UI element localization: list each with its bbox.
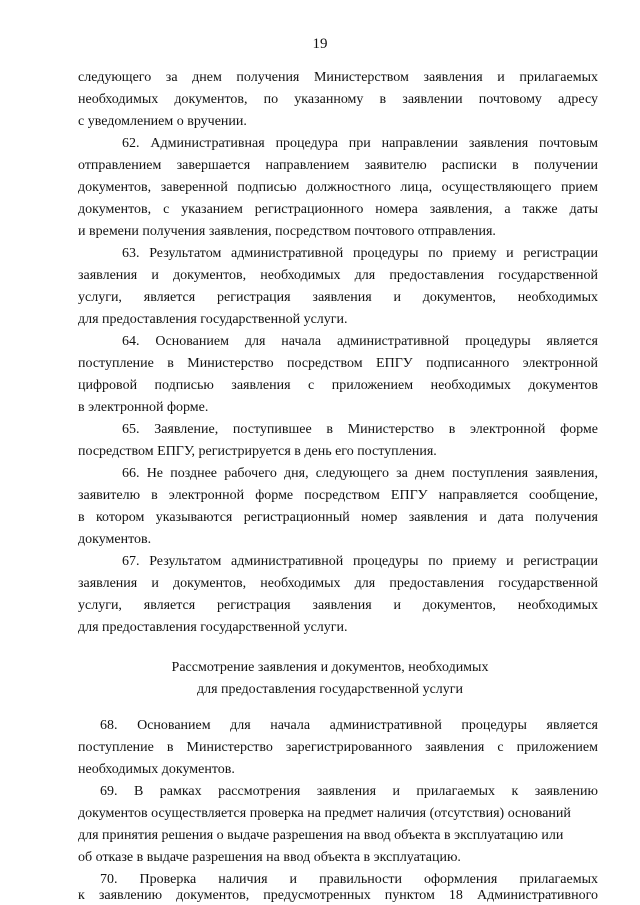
text-line: поступление в Министерство зарегистрированного заявления с приложением	[78, 740, 598, 755]
text-line: об отказе в выдаче разрешения на ввод объекта в эксплуатацию.	[78, 850, 461, 865]
text-line: в котором указываются регистрационный номер заявления и дата получения	[78, 510, 598, 525]
text-line: с уведомлением о вручении.	[78, 114, 247, 129]
text-line: цифровой подписью заявления с приложением необходимых документов	[78, 378, 598, 393]
text-line: отправлением завершается направлением заявителю расписки в получении	[78, 158, 598, 173]
section-heading: Рассмотрение заявления и документов, необходимых	[171, 660, 489, 675]
text-line: для принятия решения о выдаче разрешения на ввод объекта в эксплуатацию или	[78, 828, 564, 843]
text-line: документов, с указанием регистрационного номера заявления, а также даты	[78, 202, 598, 217]
text-line: 63. Результатом административной процедуры по приему и регистрации	[122, 246, 598, 261]
text-line: 65. Заявление, поступившее в Министерство в электронной форме	[122, 422, 598, 437]
text-line: 70. Проверка наличия и правильности оформления прилагаемых	[100, 872, 598, 887]
text-line: и времени получения заявления, посредством почтового отправления.	[78, 224, 496, 239]
text-line: 69. В рамках рассмотрения заявления и прилагаемых к заявлению	[100, 784, 598, 799]
text-line: документов, заверенной подписью должностного лица, осуществляющего прием	[78, 180, 598, 195]
text-line: 68. Основанием для начала административной процедуры является	[100, 718, 598, 733]
text-line: поступление в Министерство посредством ЕПГУ подписанного электронной	[78, 356, 598, 371]
text-line: заявления и документов, необходимых для предоставления государственной	[78, 268, 598, 283]
text-line: необходимых документов.	[78, 762, 235, 777]
text-line: к заявлению документов, предусмотренных пунктом 18 Административного	[78, 888, 598, 903]
text-line: для предоставления государственной услуги.	[78, 620, 348, 635]
text-line: для предоставления государственной услуги.	[78, 312, 348, 327]
text-line: 66. Не позднее рабочего дня, следующего за днем поступления заявления,	[122, 466, 598, 481]
text-line: 64. Основанием для начала административной процедуры является	[122, 334, 598, 349]
text-line: услуги, является регистрация заявления и документов, необходимых	[78, 290, 598, 305]
text-line: необходимых документов, по указанному в заявлении почтовому адресу	[78, 92, 598, 107]
text-line: заявления и документов, необходимых для предоставления государственной	[78, 576, 598, 591]
text-line: заявителю в электронной форме посредством ЕПГУ направляется сообщение,	[78, 488, 598, 503]
text-line: посредством ЕПГУ, регистрируется в день его поступления.	[78, 444, 437, 459]
text-line: следующего за днем получения Министерством заявления и прилагаемых	[78, 70, 598, 85]
text-line: документов осуществляется проверка на предмет наличия (отсутствия) оснований	[78, 806, 571, 821]
page-number: 19	[312, 36, 328, 52]
text-line: документов.	[78, 532, 152, 547]
text-line: в электронной форме.	[78, 400, 209, 415]
text-line: 62. Административная процедура при направлении заявления почтовым	[122, 136, 598, 151]
section-heading: для предоставления государственной услуги	[196, 682, 464, 697]
text-line: услуги, является регистрация заявления и документов, необходимых	[78, 598, 598, 613]
text-line: 67. Результатом административной процедуры по приему и регистрации	[122, 554, 598, 569]
